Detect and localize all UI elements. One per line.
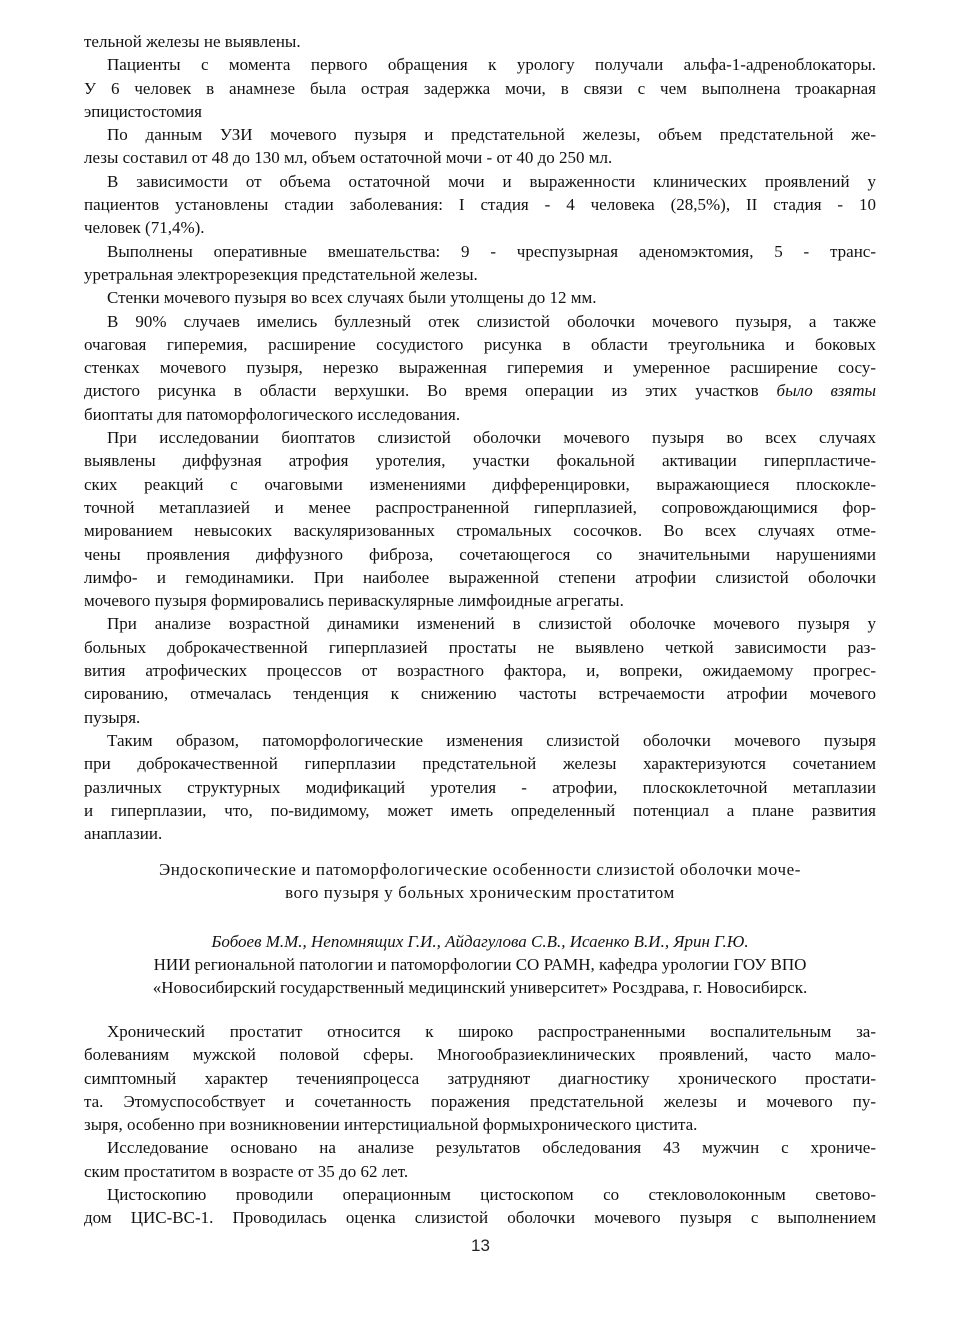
text-line: мированием невысоких васкуляризованных стромальных сосочков. Во всех случаях отме- — [84, 521, 876, 541]
text-line: анаплазии. — [84, 824, 163, 844]
article-title-line: вого пузыря у больных хроническим простатитом — [285, 883, 675, 902]
text-line — [84, 379, 876, 402]
text-line: точной метаплазией и менее распространенной гиперплазией, сопровождающимися фор- — [84, 497, 876, 517]
text-line: тельной железы не выявлены. — [84, 32, 301, 51]
text-line: зыря, особенно при возникновении интерстициальной формыхронического цистита. — [84, 1115, 698, 1135]
text-line: При анализе возрастной динамики изменений в слизистой оболочке мочевого пузыря у — [107, 614, 876, 634]
text-line: У 6 человек в анамнезе была острая задержка мочи, в связи с чем выполнена троакарная — [84, 78, 876, 98]
text-line: Стенки мочевого пузыря во всех случаях были утолщены до 12 мм. — [107, 288, 597, 308]
text-line: та. Этомуспособствует и сочетанность поражения предстательной железы и мочевого пу- — [84, 1091, 876, 1111]
article-title-line: Эндоскопические и патоморфологические особенности слизистой оболочки моче- — [158, 860, 801, 879]
text-line: ских реакций с очаговыми изменениями дифференцировки, выражающиеся плоскокле- — [84, 474, 876, 494]
text-line: дом ЦИС-ВС-1. Проводилась оценка слизистой оболочки мочевого пузыря с выполнением — [84, 1208, 876, 1228]
text-line: Хронический простатит относится к широко распространенными воспалительным за- — [107, 1022, 876, 1041]
text-line: при доброкачественной гиперплазии предстательной железы характеризуются сочетанием — [84, 754, 876, 774]
text-line: В 90% случаев имелись буллезный отек слизистой оболочки мочевого пузыря, а также — [107, 311, 876, 331]
text-line: ским простатитом в возрасте от 35 до 62 лет. — [84, 1161, 409, 1181]
article-title — [84, 858, 876, 904]
text-line: очаговая гиперемия, расширение сосудистого рисунка в области треугольника и боковых — [84, 334, 876, 354]
text-line: симптомный характер теченияпроцесса затрудняют диагностику хронического простати- — [84, 1068, 876, 1088]
text-line: Таким образом, патоморфологические изменения слизистой оболочки мочевого пузыря — [107, 730, 876, 750]
text-line: стенках мочевого пузыря, нерезко выраженная гиперемия и умеренное расширение сосу- — [84, 358, 876, 378]
text-line: эпицистостомия — [84, 101, 202, 121]
text-line: пузыря. — [84, 707, 141, 727]
text-line: различных структурных модификаций уротелия - атрофии, плоскоклеточной метаплазии — [84, 777, 876, 797]
text-line: уретральная электрорезекция предстательной железы. — [84, 264, 478, 284]
text-line: лезы составил от 48 до 130 мл, объем остаточной мочи - от 40 до 250 мл. — [84, 148, 613, 168]
page-number: 13 — [471, 1236, 490, 1255]
text-line: По данным УЗИ мочевого пузыря и предстательной железы, объем предстательной же- — [107, 125, 876, 145]
article-affiliation: «Новосибирский государственный медицинский университет» Росздрава, г. Новосибирск. — [152, 978, 808, 997]
text-line: При исследовании биоптатов слизистой оболочки мочевого пузыря во всех случаях — [107, 428, 876, 448]
text-line: Цистоскопию проводили операционным цистоскопом со стекловолоконным светово- — [107, 1185, 876, 1205]
text-line: мочевого пузыря формировались периваскулярные лимфоидные агрегаты. — [84, 591, 624, 611]
text-line: пациентов установлены стадии заболевания: I стадия - 4 человека (28,5%), II стадия - 10 — [84, 195, 876, 215]
article-affiliation: НИИ региональной патологии и патоморфологии СО РАМН, кафедра урологии ГОУ ВПО — [153, 955, 807, 974]
text-line: выявлены диффузная атрофия уротелия, участки фокальной активации гиперпластиче- — [84, 451, 876, 471]
text-line: биоптаты для патоморфологического исследования. — [84, 404, 461, 424]
text-line: человек (71,4%). — [84, 218, 205, 238]
text-line: Выполнены оперативные вмешательства: 9 - чреспузырная аденомэктомия, 5 - транс- — [107, 241, 876, 261]
section-1-text — [84, 30, 876, 845]
text-line: В зависимости от объема остаточной мочи и выраженности клинических проявлений у — [107, 171, 876, 191]
text-line: вития атрофических процессов от возрастного фактора, и, вопреки, ожидаемому прогрес- — [84, 661, 876, 681]
text-line: больных доброкачественной гиперплазией простаты не выявлено четкой зависимости раз- — [84, 637, 876, 657]
text-line: и гиперплазии, что, по-видимому, может иметь определенный потенциал а плане развития — [84, 800, 876, 820]
section-2-text — [84, 1020, 876, 1230]
text-line: болеваниям мужской половой сферы. Многообразиеклинических проявлений, часто мало- — [84, 1045, 876, 1065]
article-authors: Бобоев М.М., Непомнящих Г.И., Айдагулова С.В., Исаенко В.И., Ярин Г.Ю. — [211, 932, 749, 951]
text-line: сированию, отмечалась тенденция к снижению частоты встречаемости атрофии мочевого — [84, 684, 876, 704]
text-line: лимфо- и гемодинамики. При наиболее выраженной степени атрофии слизистой оболочки — [84, 567, 876, 587]
text-segment: дистого рисунка в области верхушки. Во время операции из этих участков — [84, 381, 759, 401]
text-line: чены проявления диффузного фиброза, сочетающегося со значительными нарушениями — [84, 544, 876, 564]
article-credits — [84, 930, 876, 999]
text-line: Пациенты с момента первого обращения к урологу получали альфа-1-адреноблокаторы. — [107, 55, 876, 75]
text-line: Исследование основано на анализе результатов обследования 43 мужчин с хрониче- — [107, 1138, 876, 1158]
italic-text: было взяты — [776, 381, 876, 401]
